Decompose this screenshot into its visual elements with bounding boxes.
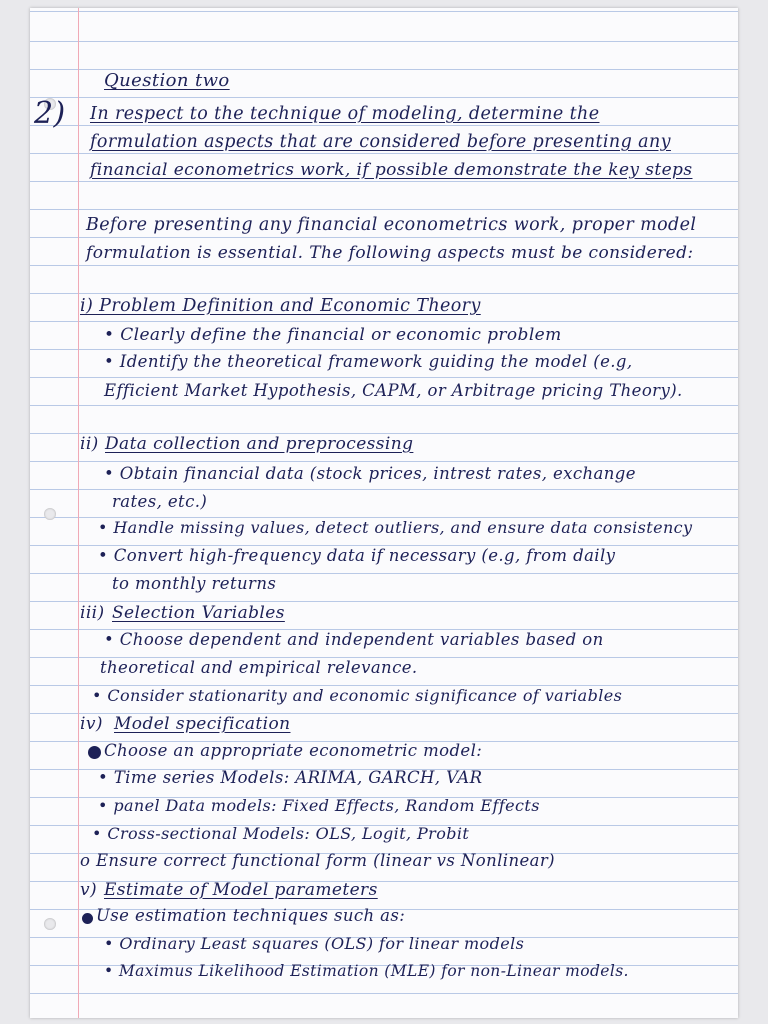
section-title: Data collection and preprocessing — [105, 434, 414, 454]
bullet: • Handle missing values, detect outliers, and ensure data consistency — [98, 518, 693, 537]
bullet: Use estimation techniques such as: — [96, 906, 406, 925]
question-line: formulation aspects that are considered before presenting any — [90, 132, 671, 152]
bullet: • Obtain financial data (stock prices, intrest rates, exchange — [104, 464, 636, 483]
bullet: • Cross-sectional Models: OLS, Logit, Probit — [92, 824, 470, 843]
bullet: o Ensure correct functional form (linear vs Nonlinear) — [80, 851, 556, 870]
filled-bullet-icon — [82, 913, 93, 924]
bullet: • Time series Models: ARIMA, GARCH, VAR — [98, 768, 483, 787]
bullet: • panel Data models: Fixed Effects, Random Effects — [98, 796, 540, 815]
bullet-continuation: theoretical and empirical relevance. — [100, 658, 418, 677]
intro-line: formulation is essential. The following aspects must be considered: — [86, 243, 694, 263]
bullet-continuation: rates, etc.) — [112, 492, 208, 511]
section-number: iii) — [80, 603, 105, 623]
punch-hole — [44, 918, 56, 930]
bullet: • Consider stationarity and economic significance of variables — [92, 686, 623, 705]
bullet: • Convert high-frequency data if necessary (e.g, from daily — [98, 546, 616, 565]
section-title: i) Problem Definition and Economic Theory — [80, 296, 481, 316]
section-number: ii) — [80, 434, 99, 454]
margin-line — [78, 8, 79, 1018]
section-number: v) — [80, 880, 98, 900]
section-title: Estimate of Model parameters — [104, 880, 378, 900]
section-title: Model specification — [114, 714, 291, 734]
heading: Question two — [104, 70, 230, 91]
bullet: • Ordinary Least squares (OLS) for linear models — [104, 934, 525, 953]
bullet: • Identify the theoretical framework guiding the model (e.g, — [104, 352, 633, 371]
bullet: Choose an appropriate econometric model: — [104, 741, 483, 760]
bullet-continuation: Efficient Market Hypothesis, CAPM, or Arbitrage pricing Theory). — [104, 381, 683, 400]
bullet: • Clearly define the financial or economic problem — [104, 325, 562, 345]
question-line: In respect to the technique of modeling, determine the — [90, 104, 600, 124]
section-number: iv) — [80, 714, 103, 734]
question-number: 2) — [34, 96, 66, 131]
bullet-continuation: to monthly returns — [112, 574, 277, 593]
punch-hole — [44, 508, 56, 520]
question-line: financial econometrics work, if possible demonstrate the key steps — [90, 160, 693, 180]
filled-bullet-icon — [88, 746, 101, 759]
bullet: • Maximus Likelihood Estimation (MLE) for non-Linear models. — [104, 962, 629, 980]
bullet: • Choose dependent and independent variables based on — [104, 630, 604, 649]
intro-line: Before presenting any financial econometrics work, proper model — [86, 215, 697, 235]
section-title: Selection Variables — [112, 603, 285, 623]
